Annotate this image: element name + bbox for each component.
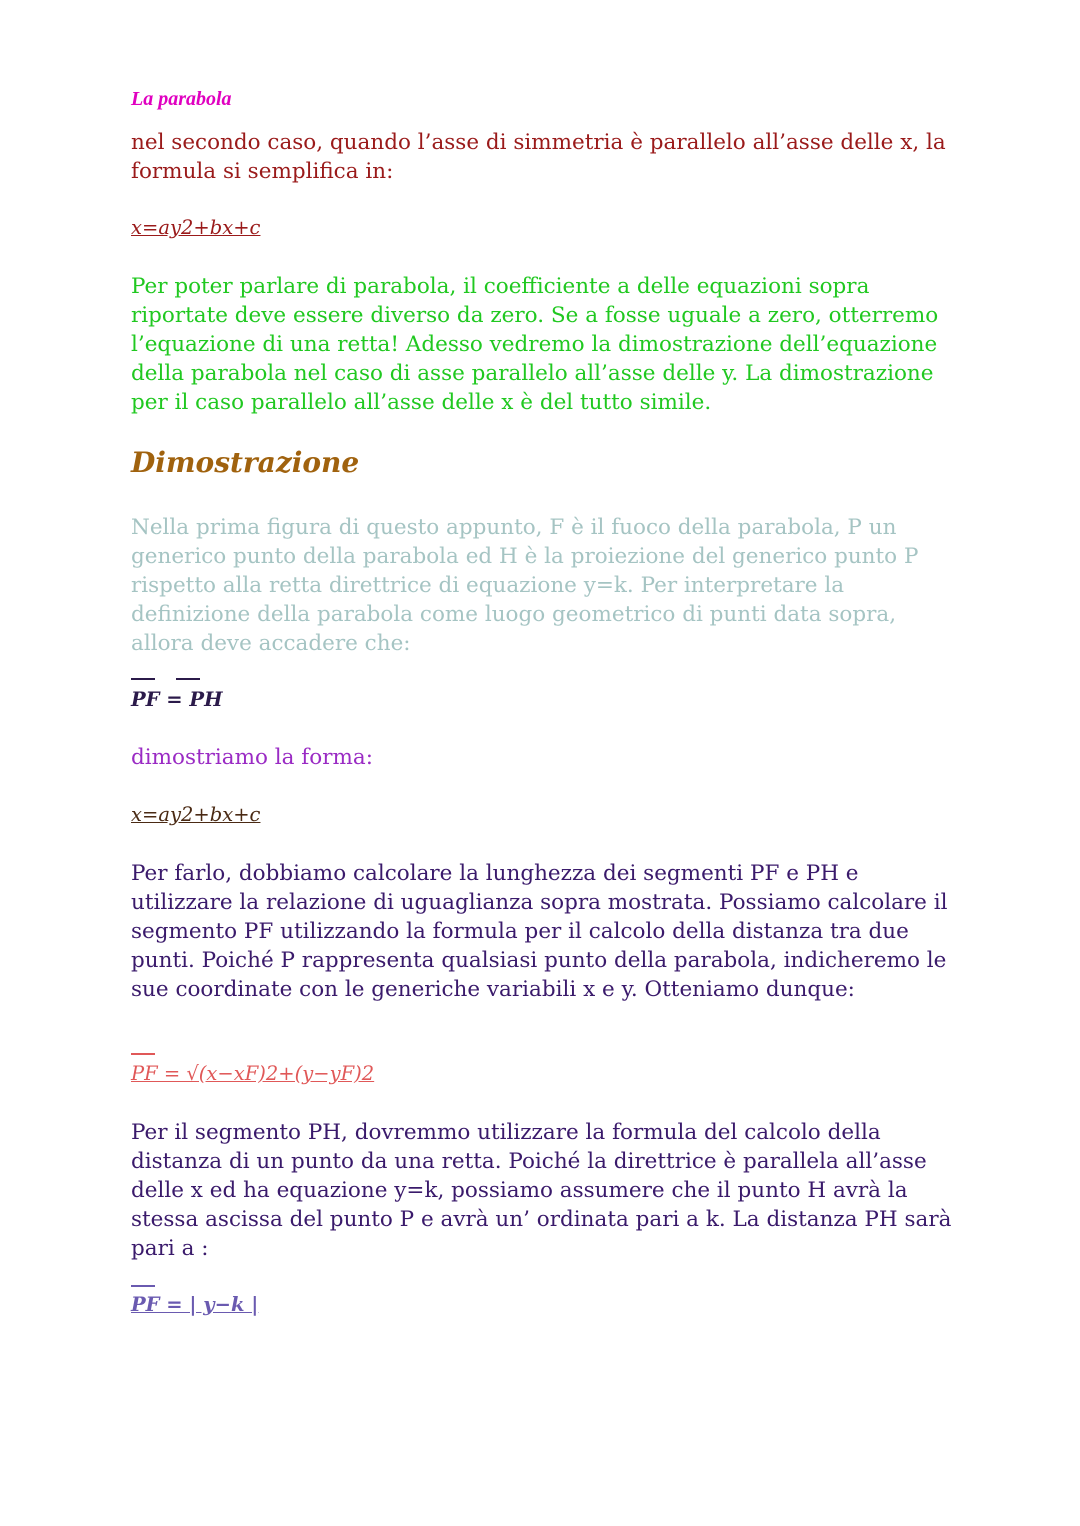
ph-distance-paragraph: Per il segmento PH, dovremmo utilizzare la formula del calcolo della distanza di un punto da una retta. Poiché la direttrice è parallela all’asse delle x ed ha equazione y=k, possiamo assumere che il punto H avrà la stessa ascissa del punto P e avrà un’ ordinata pari a k. La distanza PH sarà pari a : [131, 1120, 952, 1261]
overline-pf-distance [131, 1053, 155, 1055]
formula-parabola-x-axis: x=ay2+bx+c [131, 216, 261, 239]
coefficient-note-paragraph: Per poter parlare di parabola, il coefficiente a delle equazioni sopra riportate deve essere diverso da zero. Se a fosse uguale a zero, otterremo l’equazione di una retta! Adesso vedremo la dimostrazione dell’equazione della parabola nel caso di asse parallelo all’asse delle y. La dimostrazione per il caso parallelo all’asse delle x è del tutto simile. [131, 274, 939, 415]
formula-pf-absolute: PF = | y−k | [131, 1293, 259, 1316]
intro-paragraph: nel secondo caso, quando l’asse di simmetria è parallelo all’asse delle x, la formula si semplifica in: [131, 130, 946, 184]
overline-pf-abs [131, 1285, 155, 1287]
formula-pf-distance: PF = √(x−xF)2+(y−yF)2 [131, 1062, 375, 1085]
proof-intro-paragraph: dimostriamo la forma: [131, 745, 373, 770]
section-heading: Dimostrazione [131, 446, 360, 479]
section-label: La parabola [131, 88, 232, 110]
formula-pf-equals-ph: PF = PH [131, 688, 223, 711]
overline-ph [176, 678, 200, 680]
definition-paragraph: Nella prima figura di questo appunto, F è il fuoco della parabola, P un generico punto della parabola ed H è la proiezione del generico punto P rispetto alla retta direttrice di equazione y=k. Per interpretare la definizione della parabola come luogo geometrico di punti data sopra, allora deve accadere che: [131, 515, 919, 656]
pf-distance-paragraph: Per farlo, dobbiamo calcolare la lunghezza dei segmenti PF e PH e utilizzare la relazione di uguaglianza sopra mostrata. Possiamo calcolare il segmento PF utilizzando la formula per il calcolo della distanza tra due punti. Poiché P rappresenta qualsiasi punto della parabola, indicheremo le sue coordinate con le generiche variabili x e y. Otteniamo dunque: [131, 861, 948, 1002]
formula-target-form: x=ay2+bx+c [131, 803, 261, 826]
overline-pf [131, 678, 155, 680]
